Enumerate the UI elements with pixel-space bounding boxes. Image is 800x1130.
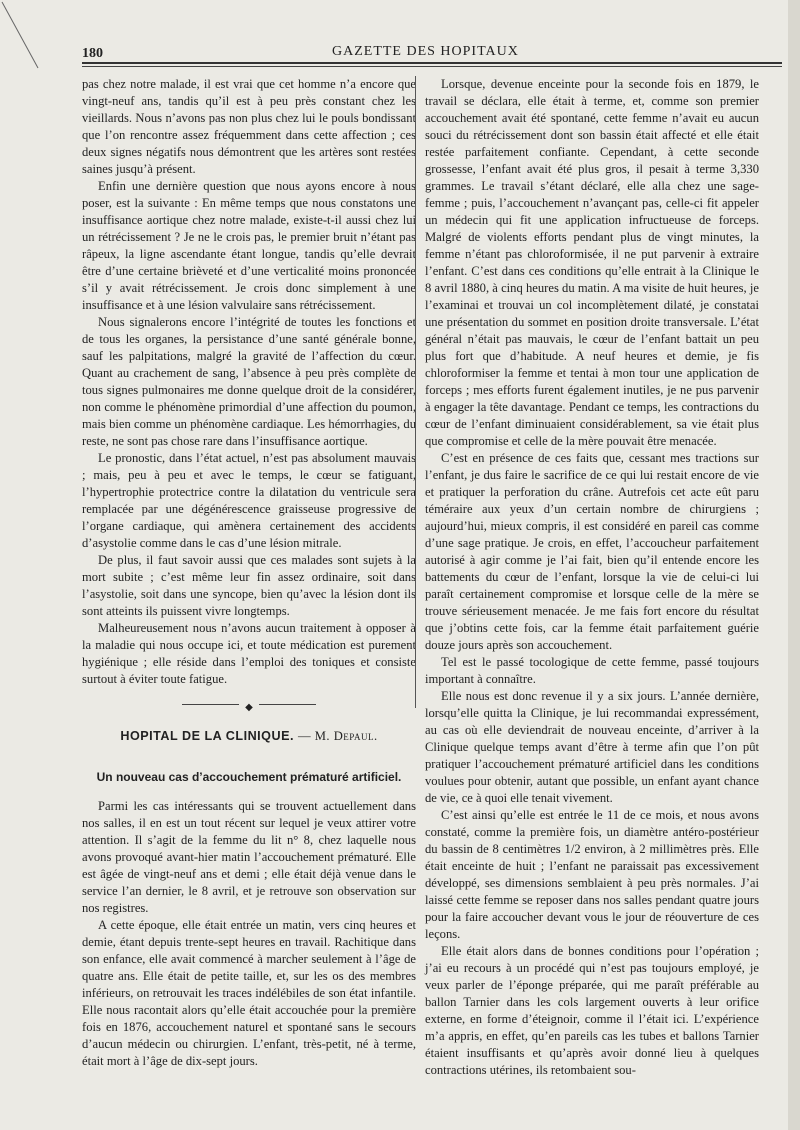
paragraph: Lorsque, devenue enceinte pour la seconde fois en 1879, le travail se déclara, elle était à terme, et, comme son premier accouchement avait été spontané, cette femme n’avait eu aucun souci du rétrécissement dont son bassin était affecté et elle était restée parfaitement confiante. Cependant, à cette seconde grossesse, l’enfant avait été plus gros, il pesait à terme 3,330 grammes. Le travail s’étant déclaré, elle alla chez une sage-femme ; puis, l’accouchement n’avançant pas, celle-ci fit appeler un médecin qui fit une application infructueuse de forceps. Malgré de violents efforts pendant plus de vingt minutes, la femme n’étant pas chloroformisée, il ne put parvenir à extraire l’enfant. C’est dans ces conditions qu’elle entrait à la Clinique le 8 avril 1880, à cinq heures du matin. A ma visite de huit heures, je l’examinai et trouvai un col incomplètement dilaté, je constatai une présentation du sommet en position droite transversale. L’état général n’était pas mauvais, le cœur de l’enfant battait un peu plus fort que d’habitude. A neuf heures et demie, je fis chloroformiser la femme et tentai à mon tour une application de forceps ; mes efforts furent également inutiles, je ne pus parvenir à engager la tête davantage. Pendant ce temps, les contractions du cœur de l’enfant diminuaient considérablement, sa vie était plus que compromise et celle de la mère pouvait être menacée. [425,77,759,448]
paragraph: Elle était alors dans de bonnes conditions pour l’opération ; j’ai eu recours à un procédé qui n’est pas toujours employé, je veux parler de l’éponge préparée, qui me paraît préférable au ballon Tarnier dans les cols largement ouverts à leur orifice externe, en forme d’éteignoir, comme il l’était ici. L’expérience m’a appris, en effet, qu’en pareils cas les tubes et ballons Tarnier étaient insuffisants et qu’après avoir donné lieu à quelques contractions utérines, ils retombaient sou- [425,944,759,1077]
paragraph: De plus, il faut savoir aussi que ces malades sont sujets à la mort subite ; c’est même leur fin assez ordinaire, soit dans l’asystolie, soit dans une syncope, bien qu’avec la lésion dont ils sont atteints ils puissent vivre longtemps. [82,553,416,618]
section-author: — M. Depaul. [297,729,378,743]
journal-title: GAZETTE DES HOPITAUX [332,44,519,59]
header-rule-thick [82,62,782,64]
section-title [82,728,416,745]
page-edge-mark [0,0,44,70]
right-column [425,76,759,1079]
paragraph: pas chez notre malade, il est vrai que cet homme n’a encore que vingt-neuf ans, tandis qu’il est à peu près constant chez les vieillards. Nous n’avons pas non plus chez lui le pouls bondissant que l’on rencontre assez fréquemment dans cette affection ; ces deux signes négatifs nous démontrent que les artères sont restées saines jusqu’à présent. [82,77,416,176]
paragraph: Enfin une dernière question que nous ayons encore à nous poser, est la suivante : En même temps que nous constatons une insuffisance aortique chez notre malade, existe-t-il aussi chez lui un rétrécissement ? Je ne le crois pas, le premier bruit n’étant pas râpeux, la ligne ascendante étant longue, tandis qu’elle devrait être d’une certaine brièveté et d’une verticalité moins prononcée s’il y avait rétrécissement. Je crois donc simplement à une insuffisance et à une lésion valvulaire sans rétrécissement. [82,179,416,312]
running-header [82,36,782,62]
paragraph: Tel est le passé tocologique de cette femme, passé toujours important à connaître. [425,655,759,686]
header-rule-thin [82,66,782,67]
paragraph: Malheureusement nous n’avons aucun traitement à opposer à la maladie qui nous occupe ici, et toute médication est purement hygiénique ; elle réside dans l’emploi des toniques et consiste surtout à éviter toute fatigue. [82,621,416,686]
section-title-text: HOPITAL DE LA CLINIQUE. [120,729,294,743]
case-title: Un nouveau cas d’accouchement prématuré artificiel. [96,770,402,784]
page-number: 180 [82,46,103,61]
left-column [82,76,416,1070]
paragraph: C’est ainsi qu’elle est entrée le 11 de ce mois, et nous avons constaté, comme la première fois, un diamètre antéro-postérieur du bassin de 8 centimètres 1/2 environ, à 2 millimètres près. Elle était enceinte de huit ; l’enfant ne paraissait pas excessivement développé, ses dimensions semblaient à peu près normales. J’ai laissé cette femme se reposer dans nos salles pendant quatre jours pour la faire accoucher devant vous le jour de réouverture de ces leçons. [425,808,759,941]
page-edge-shadow [788,0,800,1130]
paragraph: Nous signalerons encore l’intégrité de toutes les fonctions et de tous les organes, la persistance d’une santé générale bonne, sauf les palpitations, malgré la gravité de l’affection du cœur. Quant au crachement de sang, l’absence à peu près complète de tous signes pulmonaires me donne quelque droit de la considérer, non comme le phénomène primordial d’une affection du poumon, mais bien comme un phénomène cardiaque. Les hémorrhagies, du reste, ne sont pas chose rare dans l’insuffisance aortique. [82,315,416,448]
paragraph: Parmi les cas intéressants qui se trouvent actuellement dans nos salles, il en est un tout récent sur lequel je veux attirer votre attention. Il s’agit de la femme du lit n° 8, chez laquelle nous avons provoqué avant-hier matin l’accouchement prématuré. Elle est âgée de vingt-neuf ans et demi ; elle était déjà venue dans le service l’an dernier, le 8 avril, et je retrouve son observation sur nos registres. [82,799,416,915]
paragraph: A cette époque, elle était entrée un matin, vers cinq heures et demie, étant depuis trente-sept heures en travail. Rachitique dans son enfance, elle avait commencé à marcher seulement à l’âge de quatre ans. Elle était de petite taille, et, sur les os des membres inférieurs, on retrouvait les traces indélébiles de son état infantile. Elle nous racontait alors qu’elle était accouchée pour la première fois en 1876, accouchement naturel et spontané sans le secours d’aucun médecin ou chirurgien. L’enfant, très-petit, né à terme, était mort à l’âge de dix-sept jours. [82,918,416,1068]
section-ornament: ◆ [82,698,416,710]
paragraph: C’est en présence de ces faits que, cessant mes tractions sur l’enfant, je dus faire le sacrifice de ce qui lui restait encore de vie et pratiquer la perforation du crâne. Autrefois cet acte eût paru téméraire aux yeux d’un certain nombre de chirurgiens ; aujourd’hui, mieux compris, il est considéré en pareil cas comme d’une sage pratique. Je crois, en effet, l’accoucheur parfaitement autorisé à agir comme je l’ai fait, bien qu’il entende encore les battements du cœur de l’enfant, lorsque la vie de celui-ci lui paraît certainement compromise et lorsque celle de la mère se trouve sérieusement menacée. Je me fais fort encore du résultat que j’obtins cette fois, car la femme était parfaitement guérie douze jours après son accouchement. [425,451,759,652]
paragraph: Elle nous est donc revenue il y a six jours. L’année dernière, lorsqu’elle quitta la Clinique, je lui recommandai expressément, au cas où elle deviendrait de nouveau enceinte, d’arriver à la Clinique quelque temps avant d’être à terme afin que l’on pût pratiquer l’accouchement prématuré artificiel dans les conditions voulues pour obtenir, autant que possible, un enfant ayant chance de vie, ce à quoi elle tenait vivement. [425,689,759,805]
paragraph: Le pronostic, dans l’état actuel, n’est pas absolument mauvais ; mais, peu à peu et avec le temps, le cœur se fatiguant, l’hypertrophie protectrice contre la dilatation du ventricule sera remplacée par une dégénérescence graisseuse progressive de l’organe cardiaque, qui amènera certainement des accidents d’asystolie comme dans le cas d’une lésion mitrale. [82,451,416,550]
column-divider [415,76,416,708]
